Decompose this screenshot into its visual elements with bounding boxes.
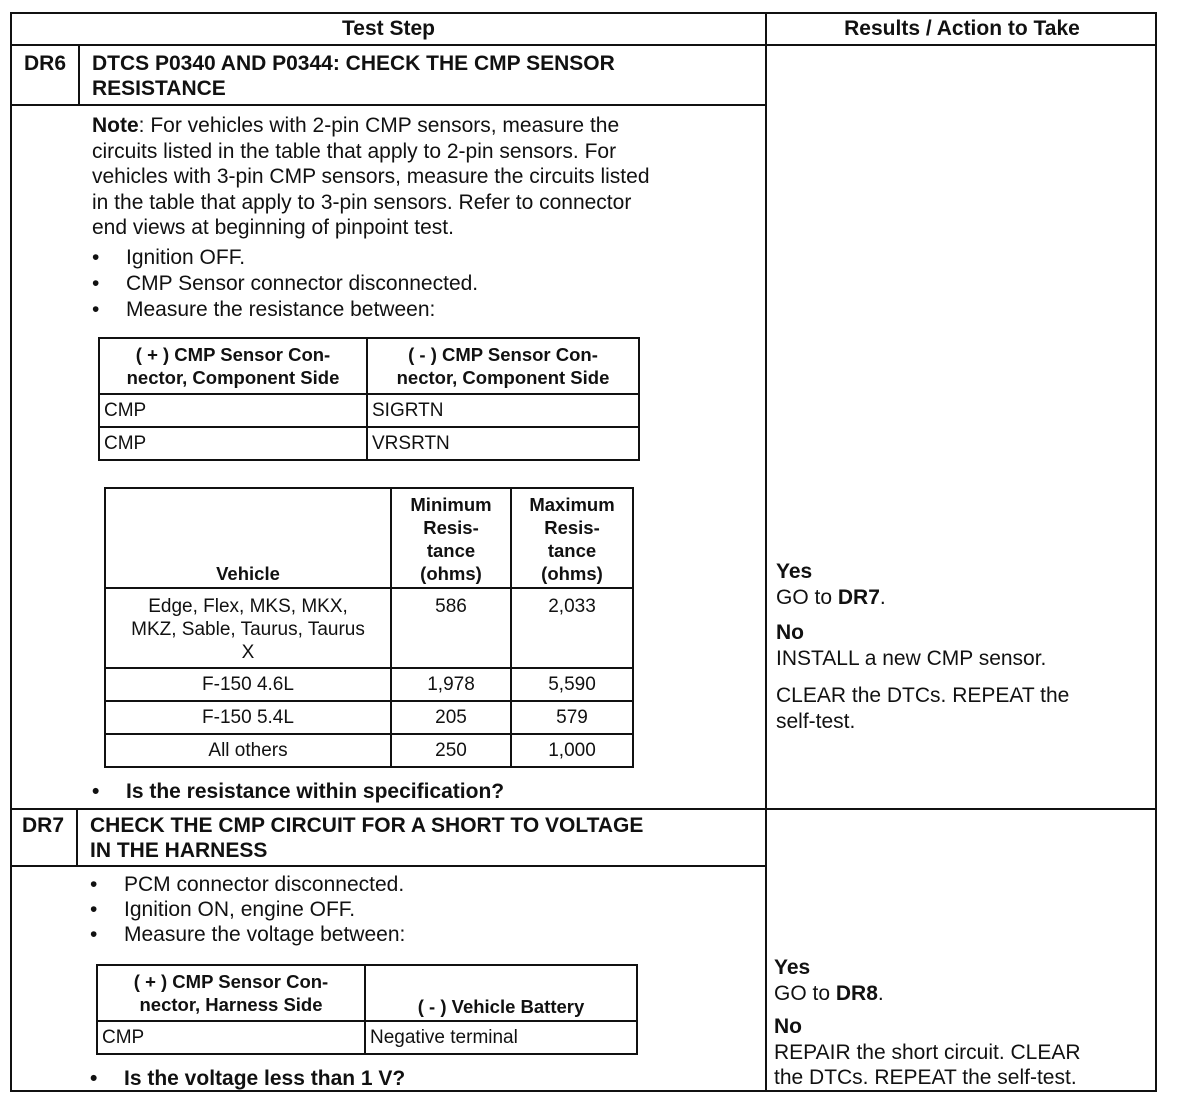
table-row: All others 250 1,000 <box>105 734 633 767</box>
dr6-bullet-list <box>92 245 752 323</box>
dr7-bullet-list <box>90 872 750 950</box>
list-item: • Ignition ON, engine OFF. <box>90 898 356 921</box>
table-header: ( + ) CMP Sensor Con- nector, Harness Side <box>97 965 365 1021</box>
list-item: • CMP Sensor connector disconnected. <box>92 272 479 295</box>
table-header: Maximum Resis- tance (ohms) <box>511 488 633 588</box>
dr6-title: DTCS P0340 AND P0344: CHECK THE CMP SENSOR RESISTANCE <box>92 52 615 100</box>
table-header: ( + ) CMP Sensor Con- nector, Component Side <box>99 338 367 394</box>
table-header: ( - ) CMP Sensor Con- nector, Component Side <box>367 338 639 394</box>
dr6-connector-table <box>98 337 640 461</box>
table-row: Edge, Flex, MKS, MKX, MKZ, Sable, Taurus, Taurus X 586 2,033 <box>105 588 633 668</box>
test-step-table <box>10 12 1157 1092</box>
dr6-question: • Is the resistance within specification? <box>92 780 505 803</box>
table-row: F-150 5.4L 205 579 <box>105 701 633 734</box>
list-item: • PCM connector disconnected. <box>90 873 405 896</box>
dr7-question: • Is the voltage less than 1 V? <box>90 1067 406 1090</box>
dr7-code: DR7 <box>22 814 65 837</box>
dr6-result: Yes GO to DR7. No INSTALL a new CMP sensor. CLEAR the DTCs. REPEAT the self-test. <box>776 560 1070 733</box>
list-item: • Ignition OFF. <box>92 246 246 269</box>
table-row: CMP SIGRTN <box>99 394 639 427</box>
dr7-connector-table <box>96 964 638 1055</box>
table-row: F-150 4.6L 1,978 5,590 <box>105 668 633 701</box>
list-item: • Measure the resistance between: <box>92 298 436 321</box>
header-results: Results / Action to Take <box>844 17 1080 40</box>
dr6-resistance-spec-table <box>104 487 634 768</box>
table-header: Vehicle <box>105 488 391 588</box>
dr7-title: CHECK THE CMP CIRCUIT FOR A SHORT TO VOLTAGE IN THE HARNESS <box>90 814 644 862</box>
dr6-code: DR6 <box>24 52 67 75</box>
table-row: CMP Negative terminal <box>97 1021 637 1054</box>
table-row: CMP VRSRTN <box>99 427 639 460</box>
dr6-note: Note: For vehicles with 2-pin CMP sensors, measure the circuits listed in the table that apply to 2-pin sensors. For vehicles with 3-pin CMP sensors, measure the circuits listed in the table that apply to 3-pin sensors. Refer to connector end views at beginning of pinpoint test. <box>92 114 650 239</box>
table-header: ( - ) Vehicle Battery <box>365 965 637 1021</box>
table-header: Minimum Resis- tance (ohms) <box>391 488 511 588</box>
list-item: • Measure the voltage between: <box>90 923 406 946</box>
dr7-result: Yes GO to DR8. No REPAIR the short circuit. CLEAR the DTCs. REPEAT the self-test. <box>774 956 1081 1089</box>
header-test-step: Test Step <box>342 17 435 40</box>
